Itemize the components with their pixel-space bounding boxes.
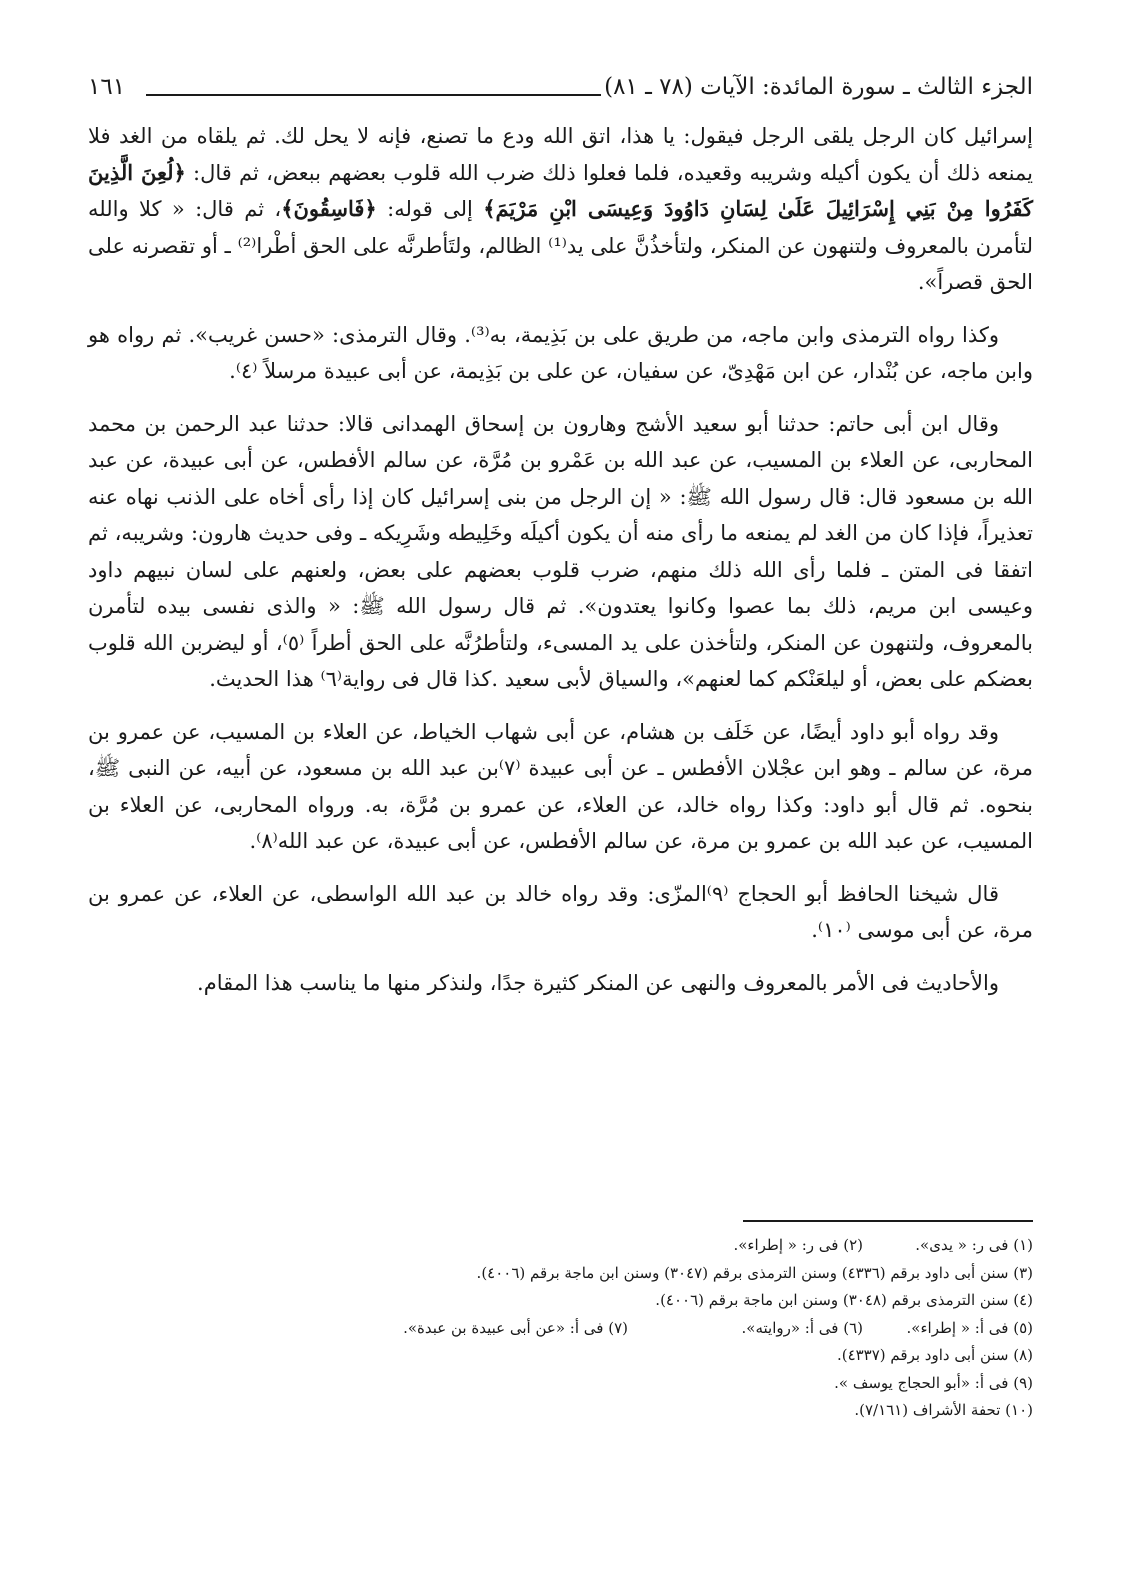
footnote: (٧) فى أ: «عن أبى عبيدة بن عبدة».	[403, 1318, 628, 1337]
footnote: (٤) سنن الترمذى برقم (٣٠٤٨) وسنن ابن ماجة برقم (٤٠٠٦).	[655, 1291, 1033, 1309]
footnote: (٢) فى ر: « إطراء».	[733, 1236, 863, 1254]
footnote-row	[133, 1232, 1033, 1260]
footnote-row	[133, 1397, 1033, 1425]
page-number: ١٦١	[88, 74, 126, 100]
running-header	[88, 72, 1033, 112]
footnote: (١) فى ر: « يدى».	[915, 1236, 1033, 1254]
footnote-row	[133, 1260, 1033, 1288]
paragraph: وقال ابن أبى حاتم: حدثنا أبو سعيد الأشج وهارون بن إسحاق الهمدانى قالا: حدثنا عبد الرحمن بن محمد المحاربى، عن العلاء بن المسيب، عن عبد الله بن عَمْرو بن مُرَّة، عن سالم الأفطس، عن أبى عبيدة، عن عبد الله بن مسعود قال: قال رسول الله ﷺ: « إن الرجل من بنى إسرائيل كان إذا رأى أخاه على الذنب نهاه عنه تعذيراً، فإذا كان من الغد لم يمنعه ما رأى منه أن يكون أكيلَه وخَلِيطه وشَرِيكه ـ وفى حديث هارون: وشريبه، ثم اتفقا فى المتن ـ فلما رأى الله ذلك منهم، ضرب قلوب بعضهم على بعض، ولعنهم على لسان نبيهم داود وعيسى ابن مريم، ذلك بما عصوا وكانوا يعتدون». ثم قال رسول الله ﷺ: « والذى نفسى بيده لتأمرن بالمعروف، ولتنهون عن المنكر، ولتأخذن على يد المسىء، ولتأطرُنَّه على الحق أطراً ⁽٥⁾، أو ليضربن الله قلوب بعضكم على بعض، أو ليلعَنْكم كما لعنهم»، والسياق لأبى سعيد .كذا قال فى رواية⁽٦⁾ هذا الحديث.	[88, 411, 1033, 691]
footnote-row	[133, 1315, 1033, 1343]
footnote: (١٠) تحفة الأشراف (٧/١٦١).	[854, 1401, 1033, 1419]
quran-verse: ﴿لُعِنَ الَّذِينَ كَفَرُوا مِنْ بَنِي إِسْرَائِيلَ عَلَىٰ لِسَانِ دَاوُودَ وَعِيسَى ابْنِ مَرْيَمَ﴾	[88, 159, 1033, 221]
footnote-rule	[743, 1220, 1033, 1222]
paragraph-text: ، ثم قال: « كلا والله لتأمرن بالمعروف ولتنهون عن المنكر، ولتأخذُنَّ على يد⁽¹⁾ الظالم، ولتَأطرنَّه على الحق أطْرا⁽²⁾ ـ أو تقصرنه على الحق قصراً».	[88, 197, 1034, 294]
footnote: (٣) سنن أبى داود برقم (٤٣٣٦) وسنن الترمذى برقم (٣٠٤٧) وسنن ابن ماجة برقم (٤٠٠٦).	[476, 1263, 1033, 1282]
paragraph-text: إسرائيل كان الرجل يلقى الرجل فيقول: يا هذا، اتق الله ودع ما تصنع، فإنه لا يحل لك. ثم يلقاه من الغد فلا يمنعه ذلك أن يكون أكيله وشريبه وقعيده، فلما فعلوا ذلك ضرب الله قلوب بعضهم ببعض، ثم قال:	[88, 124, 1033, 185]
footnote: (٥) فى أ: « إطراء».	[906, 1318, 1033, 1337]
header-title: الجزء الثالث ـ سورة المائدة: الآيات (٧٨ ـ ٨١)	[604, 74, 1033, 100]
paragraph	[88, 118, 1033, 301]
paragraph: قال شيخنا الحافظ أبو الحجاج ⁽٩⁾المزّى: وقد رواه خالد بن عبد الله الواسطى، عن العلاء، عن عمرو بن مرة، عن أبى موسى ⁽١٠⁾.	[88, 881, 1033, 942]
quran-verse: ﴿فَاسِقُونَ﴾	[281, 196, 377, 221]
paragraph-text: إلى قوله:	[376, 197, 484, 221]
paragraph: والأحاديث فى الأمر بالمعروف والنهى عن المنكر كثيرة جدًا، ولنذكر منها ما يناسب هذا المقام.	[197, 970, 999, 995]
paragraph: وكذا رواه الترمذى وابن ماجه، من طريق على بن بَذِيمة، به⁽³⁾. وقال الترمذى: «حسن غريب». ثم رواه هو وابن ماجه، عن بُنْدار، عن ابن مَهْدِىّ، عن سفيان، عن على بن بَذِيمة، عن أبى عبيدة مرسلاً ⁽٤⁾.	[88, 322, 1033, 383]
footnote: (٦) فى أ: «روايته».	[741, 1318, 863, 1337]
footnotes	[133, 1232, 1033, 1425]
footnote: (٨) سنن أبى داود برقم (٤٣٣٧).	[836, 1346, 1033, 1364]
footnote-row	[133, 1342, 1033, 1370]
header-rule	[146, 94, 601, 96]
main-text	[88, 118, 1033, 1001]
footnote: (٩) فى أ: «أبو الحجاج يوسف ».	[834, 1373, 1033, 1392]
paragraph: وقد رواه أبو داود أيضًا، عن خَلَف بن هشام، عن أبى شهاب الخياط، عن العلاء بن المسيب، عن عمرو بن مرة، عن سالم ـ وهو ابن عجْلان الأفطس ـ عن أبى عبيدة ⁽٧⁾بن عبد الله بن مسعود، عن أبيه، عن النبى ﷺ، بنحوه. ثم قال أبو داود: وكذا رواه خالد، عن العلاء، عن عمرو بن مُرَّة، به. ورواه المحاربى، عن العلاء بن المسيب، عن عبد الله بن عمرو بن مرة، عن سالم الأفطس، عن أبى عبيدة، عن عبد الله⁽٨⁾.	[88, 719, 1033, 853]
footnote-row	[133, 1287, 1033, 1315]
footnote-row	[133, 1370, 1033, 1398]
